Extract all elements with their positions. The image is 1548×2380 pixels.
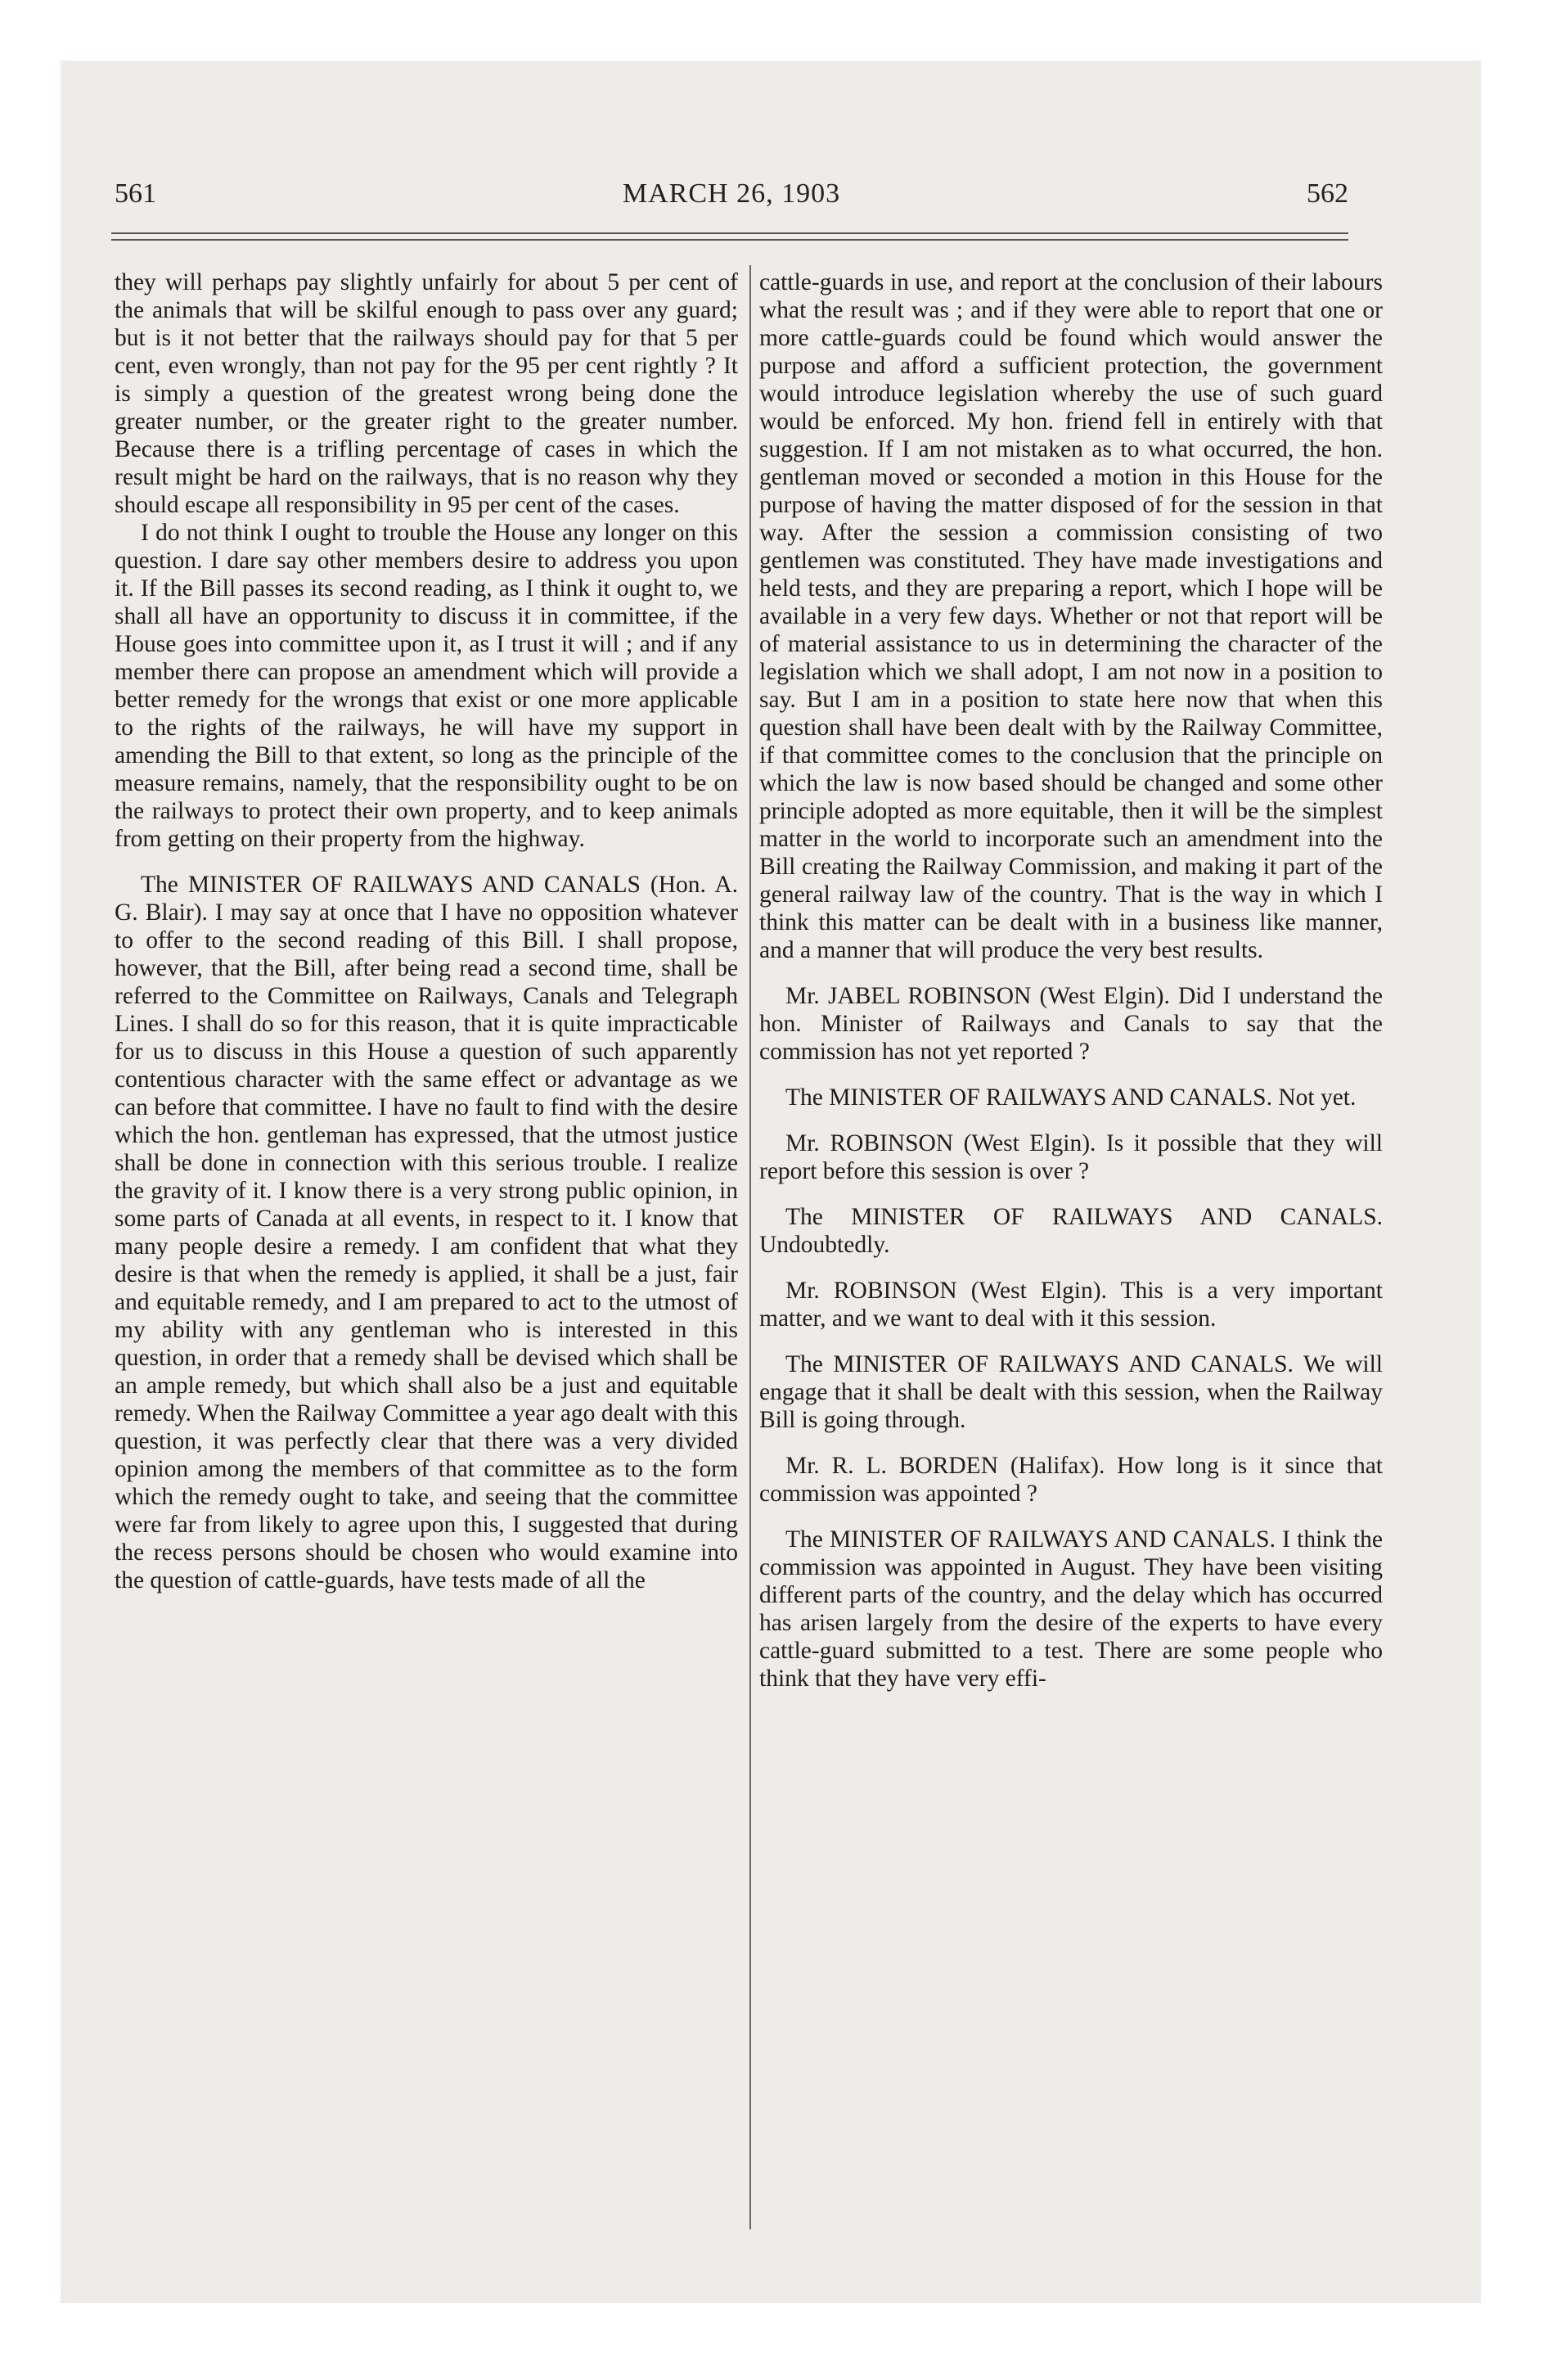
left-column (115, 268, 738, 2233)
paragraph: Mr. ROBINSON (West Elgin). This is a very important matter, and we want to deal with it this session. (759, 1278, 1383, 1332)
paragraph: The MINISTER OF RAILWAYS AND CANALS. Not yet. (785, 1084, 1357, 1111)
paragraph: Mr. JABEL ROBINSON (West Elgin). Did I understand the hon. Minister of Railways and Canals to say that the commission has not yet reported ? (759, 983, 1383, 1065)
paragraph: I do not think I ought to trouble the House any longer on this question. I dare say other members desire to address you upon it. If the Bill passes its second reading, as I think it ought to, we shall all have an opportunity to discuss it in committee, if the House goes into committee upon it, as I trust it will ; and if any member there can propose an amendment which will provide a better remedy for the wrongs that exist or one more applicable to the rights of the railways, he will have my support in amending the Bill to that extent, so long as the principle of the measure remains, namely, that the responsibility ought to be on the railways to protect their own property, and to keep animals from getting on their property from the highway. (115, 520, 738, 852)
paragraph: cattle-guards in use, and report at the conclusion of their labours what the result was ; and if they were able to report that one or more cattle-guards could be found which would answer the purpose and afford a sufficient protection, the government would introduce legislation whereby the use of such guard would be enforced. My hon. friend fell in entirely with that suggestion. If I am not mistaken as to what occurred, the hon. gentleman moved or seconded a motion in this House for the purpose of having the matter disposed of for the session in that way. After the session a commission consisting of two gentlemen was constituted. They have made investigations and held tests, and they are preparing a report, which I hope will be available in a very few days. Whether or not that report will be of material assistance to us in determining the character of the legislation which we shall adopt, I am not now in a position to say. But I am in a position to state here now that when this question shall have been dealt with by the Railway Committee, if that committee comes to the conclusion that the principle on which the law is now based should be changed and some other principle adopted as more equitable, then it will be the simplest matter in the world to incorporate such an amendment into the Bill creating the Railway Commission, and making it part of the general railway law of the country. That is the way in which I think this matter can be dealt with in a business like manner, and a manner that will produce the very best results. (759, 269, 1383, 963)
paragraph: Mr. R. L. BORDEN (Halifax). How long is it since that commission was appointed ? (759, 1453, 1383, 1507)
page-header (115, 178, 1348, 219)
paragraph: The MINISTER OF RAILWAYS AND CANALS. I think the commission was appointed in August. They have been visiting different parts of the country, and the delay which has occurred has arisen largely from the desire of the experts to have every cattle-guard submitted to a test. There are some people who think that they have very effi- (759, 1526, 1383, 1692)
page-date: MARCH 26, 1903 (622, 178, 841, 209)
header-rule-bottom (111, 239, 1348, 241)
left-page-number: 561 (115, 178, 156, 209)
header-rule-top (111, 232, 1348, 234)
paragraph: The MINISTER OF RAILWAYS AND CANALS. Undoubtedly. (759, 1204, 1383, 1258)
paragraph: The MINISTER OF RAILWAYS AND CANALS (Hon. A. G. Blair). I may say at once that I have no opposition whatever to offer to the second reading of this Bill. I shall propose, however, that the Bill, after being read a second time, shall be referred to the Committee on Railways, Canals and Telegraph Lines. I shall do so for this reason, that it is quite impracticable for us to discuss in this House a question of such apparently contentious character with the same effect or advantage as we can before that committee. I have no fault to find with the desire which the hon. gentleman has expressed, that the utmost justice shall be done in connection with this serious trouble. I realize the gravity of it. I know there is a very strong public opinion, in some parts of Canada at all events, in respect to it. I know that many people desire a remedy. I am confident that what they desire is that when the remedy is applied, it shall be a just, fair and equitable remedy, and I am prepared to act to the utmost of my ability with any gentleman who is interested in this question, in order that a remedy shall be devised which shall be an ample remedy, but which shall also be a just and equitable remedy. When the Railway Committee a year ago dealt with this question, it was perfectly clear that there was a very divided opinion among the members of that committee as to the form which the remedy ought to take, and seeing that the committee were far from likely to agree upon this, I suggested that during the recess persons should be chosen who would examine into the question of cattle-guards, have tests made of all the (115, 872, 738, 1593)
paragraph: The MINISTER OF RAILWAYS AND CANALS. We will engage that it shall be dealt with this session, when the Railway Bill is going through. (759, 1351, 1383, 1433)
right-column (759, 268, 1383, 2233)
paragraph: Mr. ROBINSON (West Elgin). Is it possible that they will report before this session is over ? (759, 1130, 1383, 1184)
paragraph: they will perhaps pay slightly unfairly for about 5 per cent of the animals that will be skilful enough to pass over any guard; but is it not better that the railways should pay for that 5 per cent, even wrongly, than not pay for the 95 per cent rightly ? It is simply a question of the greatest wrong being done the greater number, or the greater right to the greater number. Because there is a trifling percentage of cases in which the result might be hard on the railways, that is no reason why they should escape all responsibility in 95 per cent of the cases. (115, 269, 738, 518)
right-page-number: 562 (1307, 178, 1348, 209)
column-divider (749, 265, 751, 2229)
